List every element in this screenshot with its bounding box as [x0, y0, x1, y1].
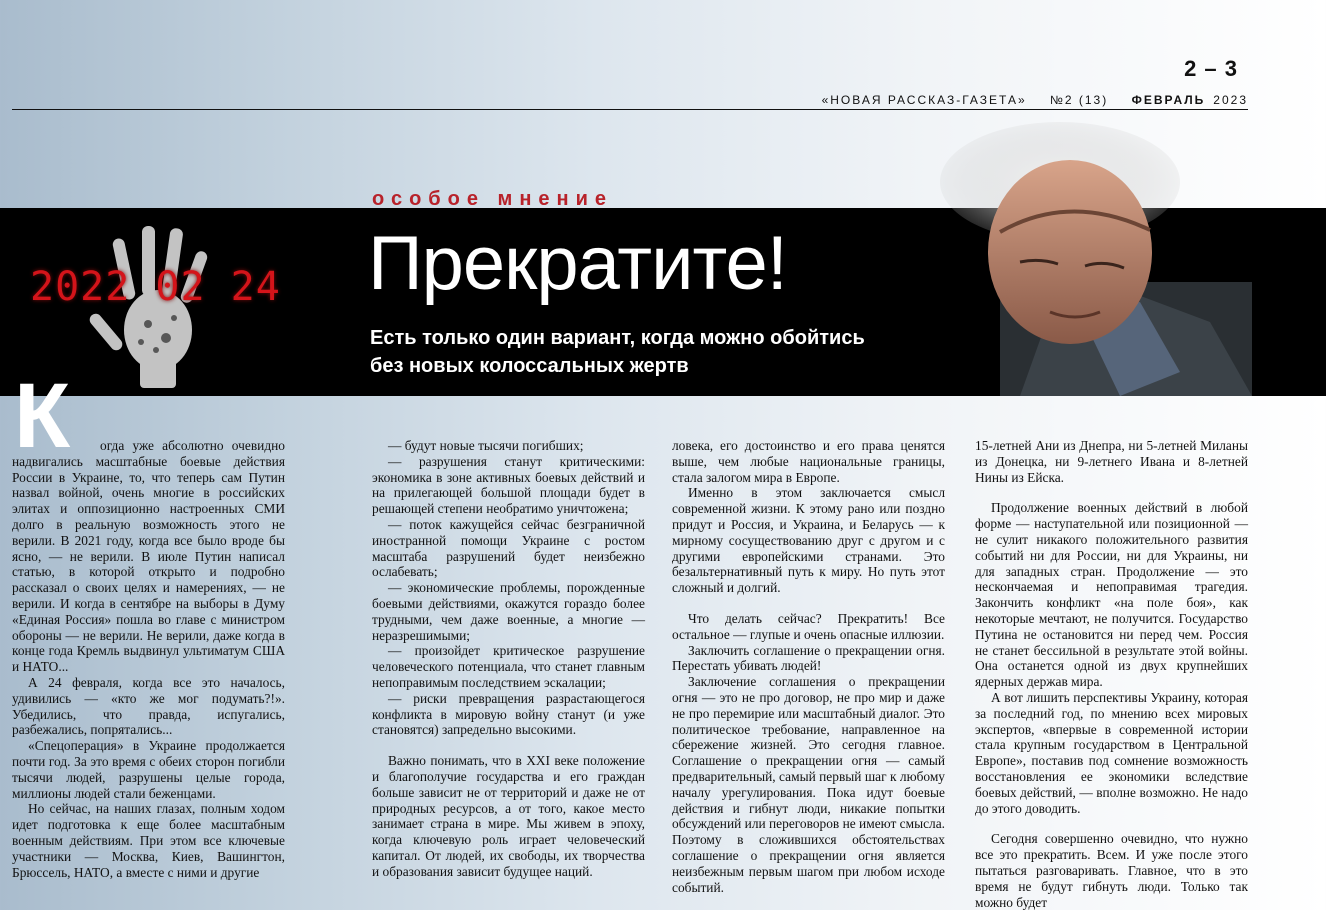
header-rule: [12, 109, 1248, 110]
paragraph: Заключение соглашения о прекращении огня — это не про договор, не про мир и даже не про перемирие или масштабный диалог. Это политическое требование, направленное на сбережение жизней. Это сегодня главное. Соглашение о прекращении огня — самый предварительный, самый первый шаг к любому началу урегулирования. Пока идут боевые действия и гибнут люди, никакие попытки обсуждений или переговоров не имеют смысла. Поэтому в сложившихся обстоятельствах соглашение о прекращении огня является неизбежным первым шагом при любом исходе событий.: [672, 674, 945, 895]
article-title: Прекратите!: [368, 221, 787, 306]
drop-cap: К: [14, 365, 71, 467]
paragraph: А 24 февраля, когда все это началось, удивились — «кто же мог подумать?!». Убедились, что правда, испугались, разбежались, попрятались...: [12, 674, 285, 738]
paragraph: Но сейчас, на наших глазах, полным ходом идет подготовка к еще более масштабным военным действиям. При этом все ключевые участники — Москва, Киев, Вашингтон, Брюссель, НАТО, а вместе с ними и другие: [12, 801, 285, 880]
paragraph: — поток кажущейся сейчас безграничной иностранной помощи Украине с ростом масштаба разрушений будет неизбежно ослабевать;: [372, 516, 645, 580]
paragraph: — разрушения станут критическими: экономика в зоне активных боевых действий и на прилегающей большой площади будет в решающей степени необратимо уничтожена;: [372, 453, 645, 517]
paragraph: — риски превращения разрастающегося конфликта в мировую войну станут (и уже становятся) запредельно высокими.: [372, 690, 645, 738]
paragraph: А вот лишить перспективы Украину, которая за последний год, по мнению всех мировых экспертов, «впервые в современной истории стала крупным государством в Центральной Европе», поставив под сомнение возможность восстановления ее экономики вследствие боевых действий, — вполне возможно. Не надо до этого доводить.: [975, 689, 1248, 816]
page-number: 2 – 3: [1184, 56, 1238, 81]
paragraph: огда уже абсолютно очевидно надвигались масштабные боевые действия России в Украине, то, что теперь сам Путин назвал войной, очень многие в российских элитах и оппозиционно настроенных СМИ долго в реальную возможность этого не верили. В 2021 году, когда все было вроде бы ясно, — не верили. В июле Путин написал статью, в которой открыто и подробно рассказал о своих целях и намерениях, — не верили. И когда в сентябре на выборы в Думу «Единая Россия» пошла во главе с министром обороны — не верили. Не верили, даже когда в конце года Кремль выдвинул ультиматум США и НАТО...: [12, 438, 285, 675]
article-column-4: [975, 438, 1248, 910]
article-column-2: [372, 438, 645, 879]
paragraph: Заключить соглашение о прекращении огня. Перестать убивать людей!: [672, 642, 945, 674]
date-display: 2022 02 24: [30, 264, 281, 310]
article-column-3: [672, 438, 945, 895]
paragraph: Важно понимать, что в XXI веке положение и благополучие государства и его граждан больше зависит не от территорий и даже не от природных ресурсов, а от того, какое место занимает страна в мире. Мы живем в эпоху, когда ключевую роль играет человеческий капитал. От людей, их свободы, их творчества и образования зависит будущее наций.: [372, 753, 645, 879]
article-subtitle: Есть только один вариант, когда можно обойтись без новых колоссальных жертв: [370, 327, 865, 377]
issue-number: №2 (13): [1050, 93, 1109, 107]
issue-month: ФЕВРАЛЬ: [1131, 93, 1206, 107]
paragraph: — произойдет критическое разрушение человеческого потенциала, что станет главным непоправимым последствием эскалации;: [372, 643, 645, 690]
paragraph: Продолжение военных действий в любой форме — наступательной или позиционной — не сулит никакого положительного развития событий ни для России, ни для Украины, ни для западных стран. Продолжение — это нескончаемая и непоправимая трагедия. Закончить конфликт «на поле боя», как некоторые мечтают, не получится. Государство Путина не остановится ни перед чем. Россия не станет бессильной в результате этой войны. Она останется одной из двух крупнейших ядерных держав мира.: [975, 500, 1248, 690]
author-portrait: [880, 112, 1252, 396]
paragraph: Что делать сейчас? Прекратить! Все остальное — глупые и очень опасные иллюзии.: [672, 610, 945, 642]
issue-year: 2023: [1213, 93, 1248, 107]
paragraph: — экономические проблемы, порожденные боевыми действиями, окажутся гораздо более трудными, чем даже военные, а многие — неразрешимыми;: [372, 580, 645, 643]
article-column-1: [12, 438, 285, 880]
paragraph: ловека, его достоинство и его права ценятся выше, чем любые национальные границы, стала залогом мира в Европе.: [672, 438, 945, 485]
paragraph: «Спецоперация» в Украине продолжается почти год. За это время с обеих сторон погибли тысячи людей, разрушены целые города, миллионы людей стали беженцами.: [12, 738, 285, 801]
paragraph: Сегодня совершенно очевидно, что нужно все это прекратить. Всем. И уже после этого пытаться разговаривать. Главное, что в это время не будут гибнуть люди. Только так можно будет: [975, 831, 1248, 910]
masthead: [804, 93, 1248, 107]
paragraph: — будут новые тысячи погибших;: [388, 438, 584, 453]
article-rubric: особое мнение: [372, 188, 614, 210]
newspaper-name: «НОВАЯ РАССКАЗ-ГАЗЕТА»: [821, 93, 1027, 107]
paragraph: 15-летней Ани из Днепра, ни 5-летней Миланы из Донецка, ни 9-летнего Ивана и 8-летней Нины из Ейска.: [975, 438, 1248, 485]
paragraph: Именно в этом заключается смысл современной жизни. К этому рано или поздно придут и Россия, и Украина, и Беларусь — к мирному сосуществованию друг с другом и с другими европейскими странами. Это безальтернативный путь к миру. Но путь этот сложный и долгий.: [672, 485, 945, 596]
